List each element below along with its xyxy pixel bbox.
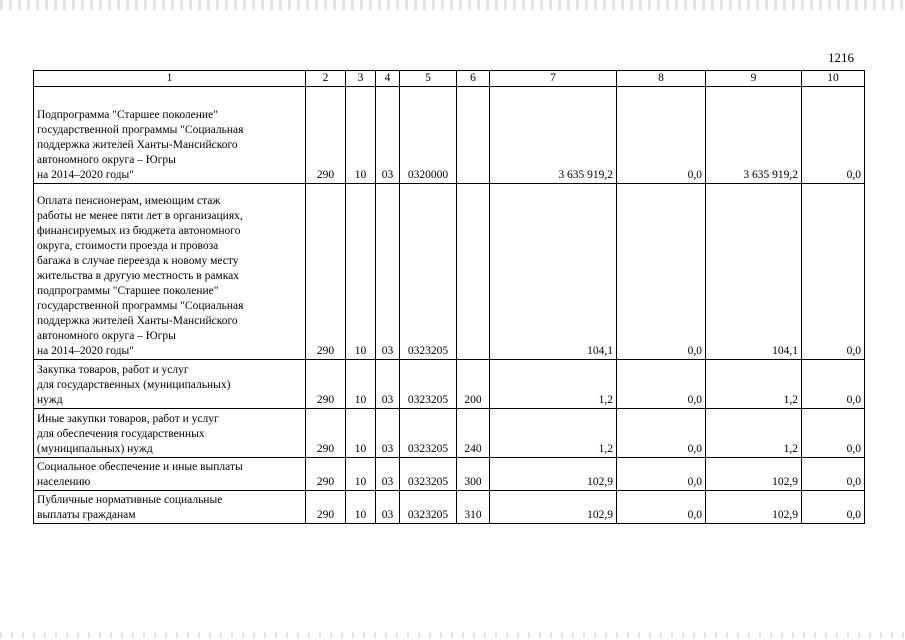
- cell-ministry: 290: [306, 184, 346, 360]
- cell-section: 10: [346, 360, 376, 409]
- row-name: Закупка товаров, работ и услуг для государственных (муниципальных) нужд: [34, 360, 306, 409]
- cell-amount-col8: 0,0: [617, 409, 706, 458]
- cell-amount-col10: 0,0: [802, 491, 865, 524]
- table-row: [34, 360, 865, 409]
- header-col-5: 5: [400, 71, 457, 87]
- header-col-6: 6: [457, 71, 490, 87]
- cell-amount-col10: 0,0: [802, 87, 865, 184]
- cell-amount-total: 1,2: [490, 409, 617, 458]
- cell-subsection: 03: [376, 409, 400, 458]
- row-name: Подпрограмма "Старшее поколение" государственной программы "Социальная поддержка жителей Ханты-Мансийского автономного округа – Югры на 2014–2020 годы": [34, 87, 306, 184]
- cell-amount-col9: 102,9: [706, 458, 802, 491]
- cell-target-article: 0323205: [400, 360, 457, 409]
- cell-amount-total: 3 635 919,2: [490, 87, 617, 184]
- budget-table: [33, 70, 865, 524]
- cell-section: 10: [346, 458, 376, 491]
- scan-noise-top: [0, 0, 905, 10]
- cell-amount-col10: 0,0: [802, 458, 865, 491]
- cell-ministry: 290: [306, 458, 346, 491]
- table-row: [34, 87, 865, 184]
- header-col-7: 7: [490, 71, 617, 87]
- cell-subsection: 03: [376, 491, 400, 524]
- cell-expense-type: 240: [457, 409, 490, 458]
- cell-target-article: 0323205: [400, 409, 457, 458]
- cell-subsection: 03: [376, 184, 400, 360]
- header-col-9: 9: [706, 71, 802, 87]
- cell-target-article: 0320000: [400, 87, 457, 184]
- cell-section: 10: [346, 184, 376, 360]
- cell-amount-col10: 0,0: [802, 409, 865, 458]
- header-row: [34, 71, 865, 87]
- cell-amount-col8: 0,0: [617, 360, 706, 409]
- header-col-3: 3: [346, 71, 376, 87]
- cell-amount-col9: 3 635 919,2: [706, 87, 802, 184]
- cell-section: 10: [346, 491, 376, 524]
- table-row: [34, 184, 865, 360]
- cell-subsection: 03: [376, 360, 400, 409]
- row-name: Иные закупки товаров, работ и услуг для обеспечения государственных (муниципальных) нужд: [34, 409, 306, 458]
- cell-subsection: 03: [376, 458, 400, 491]
- table-row: [34, 491, 865, 524]
- cell-section: 10: [346, 409, 376, 458]
- header-col-8: 8: [617, 71, 706, 87]
- scan-noise-bottom: [0, 632, 905, 638]
- cell-target-article: 0323205: [400, 184, 457, 360]
- cell-amount-total: 104,1: [490, 184, 617, 360]
- page-number: 1216: [828, 50, 854, 65]
- cell-amount-col9: 1,2: [706, 409, 802, 458]
- cell-ministry: 290: [306, 87, 346, 184]
- header-col-1: 1: [34, 71, 306, 87]
- cell-amount-col9: 104,1: [706, 184, 802, 360]
- cell-amount-total: 1,2: [490, 360, 617, 409]
- row-name: Социальное обеспечение и иные выплаты населению: [34, 458, 306, 491]
- cell-amount-col9: 1,2: [706, 360, 802, 409]
- cell-ministry: 290: [306, 409, 346, 458]
- table-row: [34, 409, 865, 458]
- table-row: [34, 458, 865, 491]
- cell-amount-col8: 0,0: [617, 458, 706, 491]
- cell-amount-col10: 0,0: [802, 184, 865, 360]
- cell-amount-col8: 0,0: [617, 491, 706, 524]
- cell-amount-col9: 102,9: [706, 491, 802, 524]
- cell-ministry: 290: [306, 360, 346, 409]
- cell-target-article: 0323205: [400, 458, 457, 491]
- row-name: Оплата пенсионерам, имеющим стаж работы не менее пяти лет в организациях, финансируемых из бюджета автономного округа, стоимости проезда и провоза багажа в случае переезда к новому месту жительства в другую местность в рамках подпрограммы "Старшее поколение" государственной программы "Социальная поддержка жителей Ханты-Мансийского автономного округа – Югры на 2014–2020 годы": [34, 184, 306, 360]
- cell-amount-col8: 0,0: [617, 87, 706, 184]
- cell-expense-type: 200: [457, 360, 490, 409]
- cell-target-article: 0323205: [400, 491, 457, 524]
- cell-amount-col8: 0,0: [617, 184, 706, 360]
- cell-section: 10: [346, 87, 376, 184]
- header-col-4: 4: [376, 71, 400, 87]
- cell-expense-type: [457, 87, 490, 184]
- cell-expense-type: 310: [457, 491, 490, 524]
- cell-ministry: 290: [306, 491, 346, 524]
- cell-amount-total: 102,9: [490, 491, 617, 524]
- cell-expense-type: [457, 184, 490, 360]
- row-name: Публичные нормативные социальные выплаты гражданам: [34, 491, 306, 524]
- cell-subsection: 03: [376, 87, 400, 184]
- header-col-10: 10: [802, 71, 865, 87]
- header-col-2: 2: [306, 71, 346, 87]
- cell-amount-col10: 0,0: [802, 360, 865, 409]
- cell-expense-type: 300: [457, 458, 490, 491]
- cell-amount-total: 102,9: [490, 458, 617, 491]
